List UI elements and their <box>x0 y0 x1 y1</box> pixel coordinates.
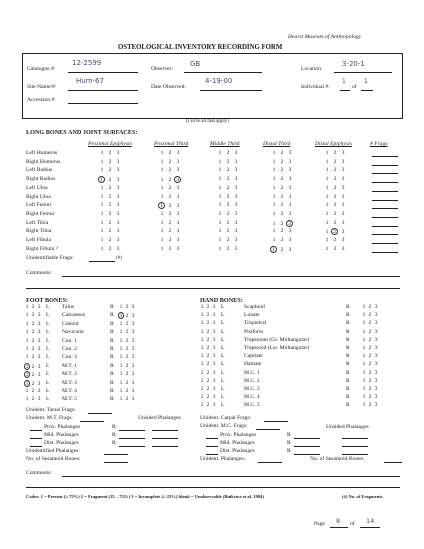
foot-dist-R: R <box>112 440 116 446</box>
hand-left-codes[interactable]: 1 2 3 <box>200 304 216 310</box>
long-bone-frags-field[interactable] <box>372 208 398 209</box>
long-bone-code-cell[interactable]: 1 2 3 <box>158 176 182 183</box>
long-bone-code-cell[interactable]: 1 2 3 <box>100 219 120 226</box>
hand-sesamoid-label: No. of Sesamoid Bones: <box>310 456 365 462</box>
long-bone-code-cell[interactable]: 1 2 3 <box>218 193 238 200</box>
comments2-label: Comments: <box>26 470 52 476</box>
foot-left-codes[interactable]: 1 2 3 <box>25 320 41 327</box>
codes-fragments: (#) No. of Fragments <box>342 494 383 499</box>
long-bone-code-cell[interactable]: 1 2 3 <box>270 220 294 227</box>
long-bone-frags-field[interactable] <box>372 226 398 227</box>
foot-right-codes[interactable]: 1 2 3 <box>119 379 135 386</box>
long-bone-code-cell[interactable]: 1 2 3 <box>325 150 345 156</box>
hand-bone-name: Pisiform <box>244 328 264 335</box>
hand-right-codes[interactable]: 1 2 3 <box>362 386 378 392</box>
long-bone-frags-field[interactable] <box>372 217 398 218</box>
long-bone-code-cell[interactable]: 1 2 3 <box>272 184 292 191</box>
side-left-label: L <box>46 329 50 336</box>
foot-unidentified-label: Unidentified Phalanges: <box>26 448 80 454</box>
long-bone-frags-field[interactable] <box>372 182 398 183</box>
long-bone-frags-field[interactable] <box>372 243 398 244</box>
long-bone-code-cell[interactable]: 1 2 3 <box>325 210 345 217</box>
hand-mid-label: Mid. Phalanges <box>220 440 255 446</box>
long-bone-name: Right Fibula ? <box>26 245 59 252</box>
side-left-label: L <box>46 312 50 319</box>
long-bone-code-cell[interactable]: 1 2 3 <box>218 228 238 235</box>
long-bone-code-cell[interactable]: 1 2 3 <box>100 202 120 209</box>
foot-right-codes[interactable]: 1 2 3 <box>119 304 135 310</box>
long-bone-code-cell[interactable]: 1 2 3 <box>98 176 122 183</box>
long-bone-code-cell[interactable]: 1 2 3 <box>325 202 345 209</box>
long-bone-name: Right Tibia <box>26 228 52 235</box>
foot-right-codes[interactable]: 1 2 3 <box>119 371 135 378</box>
side-right-label: R <box>110 337 114 344</box>
foot-sesamoid-label: No. of Sesamoid Bones: <box>26 456 81 462</box>
long-bones-column-header: # Frags <box>370 141 388 147</box>
hand-left-codes[interactable]: 1 2 3 <box>200 345 216 351</box>
side-right-label: R <box>110 320 114 327</box>
foot-right-codes[interactable]: 1 2 3 <box>119 354 135 361</box>
foot-bone-name: M.T. 1 <box>62 362 77 369</box>
hand-bone-name: Capitate <box>244 353 263 360</box>
long-bone-code-cell[interactable]: 1 2 3 <box>100 228 120 235</box>
side-left-label: L <box>221 320 225 327</box>
hand-bone-name: Hamate <box>244 361 262 368</box>
hand-right-codes[interactable]: 1 2 3 <box>362 320 378 327</box>
long-bone-code-cell[interactable]: 1 2 3 <box>160 193 180 200</box>
long-bone-code-cell[interactable]: 1 2 3 <box>325 193 345 200</box>
hand-dist-label: Dist. Phalanges <box>220 448 255 454</box>
tarsal-label: Unident. Tarsal Frags: <box>26 407 76 413</box>
side-right-label: R <box>110 312 114 319</box>
mt-label: Unident. M.T. Frags: <box>26 415 73 421</box>
hand-right-codes[interactable]: 1 2 3 <box>362 304 378 310</box>
long-bone-code-cell[interactable]: 1 2 3 <box>158 202 182 209</box>
long-bone-code-cell[interactable]: 1 2 3 <box>272 193 292 200</box>
side-right-label: R <box>110 362 114 369</box>
foot-right-codes[interactable]: 1 2 3 <box>119 313 135 320</box>
foot-prox-R: R <box>112 424 116 430</box>
foot-left-codes[interactable]: 1 2 3 <box>25 363 41 370</box>
location-label: Location: <box>301 66 323 72</box>
hand-left-codes[interactable]: 1 2 3 <box>200 386 216 392</box>
side-left-label: L <box>221 336 225 343</box>
hand-right-codes[interactable]: 1 2 3 <box>362 345 378 351</box>
foot-right-codes[interactable]: 1 2 3 <box>119 337 135 344</box>
side-left-label: L <box>46 304 50 310</box>
long-bone-code-cell[interactable]: 1 2 3 <box>272 150 292 156</box>
long-bone-code-cell[interactable]: 1 2 3 <box>218 150 238 156</box>
location-value[interactable]: 3-20-1 <box>342 60 365 68</box>
long-bone-code-cell[interactable]: 1 2 3 <box>160 210 180 217</box>
long-bones-title: LONG BONES AND JOINT SURFACES: <box>26 129 138 136</box>
hand-right-codes[interactable]: 1 2 3 <box>362 369 378 376</box>
long-bone-code-cell[interactable]: 1 2 3 <box>272 167 292 174</box>
side-left-label: L <box>46 346 50 352</box>
side-right-label: R <box>346 394 350 401</box>
long-bone-code-cell[interactable]: 1 2 3 <box>218 210 238 217</box>
foot-left-codes[interactable]: 1 2 3 <box>25 388 41 394</box>
long-bone-code-cell[interactable]: 1 2 3 <box>160 245 180 252</box>
side-left-label: L <box>221 377 225 384</box>
unidentifiable-suffix: (#) <box>116 256 122 261</box>
long-bone-code-cell[interactable]: 1 2 3 <box>325 184 345 191</box>
long-bone-code-cell[interactable]: 1 2 3 <box>325 219 345 226</box>
foot-right-codes[interactable]: 1 2 3 <box>119 362 135 369</box>
hand-left-codes[interactable]: 1 2 3 <box>200 336 216 343</box>
long-bone-code-cell[interactable]: 1 2 3 <box>100 210 120 217</box>
long-bone-frags-field[interactable] <box>372 173 398 174</box>
hand-right-codes[interactable]: 1 2 3 <box>362 402 378 409</box>
long-bones-column-header: Middle Third <box>210 141 240 147</box>
hand-bones-title: HAND BONES: <box>200 297 243 304</box>
foot-unsided-label: Unsided Phalanges <box>138 415 181 421</box>
foot-mid-label: Mid. Phalanges <box>44 432 79 438</box>
side-right-label: R <box>110 379 114 386</box>
hand-bone-name: Scaphoid <box>244 304 265 310</box>
foot-bone-name: Cuboid <box>62 320 79 327</box>
hand-bone-name: Lunate <box>244 312 260 319</box>
side-right-label: R <box>110 396 114 403</box>
long-bones-column-header: Distal Third <box>263 141 291 147</box>
hand-right-codes[interactable]: 1 2 3 <box>362 361 378 368</box>
long-bone-code-cell[interactable]: 1 2 3 <box>325 167 345 174</box>
comments-label: Comments: <box>26 270 52 276</box>
long-bone-code-cell[interactable]: 1 2 3 <box>100 237 120 243</box>
foot-left-codes[interactable]: 1 2 3 <box>25 380 41 387</box>
page-label: Page <box>314 521 325 527</box>
observer-value[interactable]: GB <box>190 60 201 68</box>
hand-unsided-label: Unsided Phalanges <box>326 424 369 430</box>
page-of: of <box>350 521 355 527</box>
foot-left-codes[interactable]: 1 2 3 <box>25 346 41 352</box>
long-bone-code-cell[interactable]: 1 2 3 <box>218 158 238 165</box>
hand-right-codes[interactable]: 1 2 3 <box>362 312 378 319</box>
side-right-label: R <box>346 353 350 360</box>
foot-bone-name: M.T. 5 <box>62 396 77 403</box>
hand-right-codes[interactable]: 1 2 3 <box>362 353 378 360</box>
long-bones-column-header: Proximal Third <box>154 141 189 147</box>
side-right-label: R <box>110 354 114 361</box>
side-left-label: L <box>46 388 50 394</box>
side-right-label: R <box>346 369 350 376</box>
side-right-label: R <box>346 328 350 335</box>
side-left-label: L <box>221 386 225 392</box>
hand-left-codes[interactable]: 1 2 3 <box>200 394 216 401</box>
side-right-label: R <box>346 377 350 384</box>
side-left-label: L <box>221 353 225 360</box>
hand-bone-name: Trapezoid (Lsr. Multangular) <box>244 345 310 351</box>
side-left-label: L <box>221 361 225 368</box>
long-bone-code-cell[interactable]: 1 2 3 <box>218 167 238 174</box>
side-left-label: L <box>221 328 225 335</box>
catalogue-label: Catalogue #: <box>27 66 56 72</box>
individual-label: Individual #: <box>301 84 330 90</box>
foot-left-codes[interactable]: 1 2 3 <box>25 372 41 379</box>
long-bone-code-cell[interactable]: 1 2 3 <box>160 150 180 156</box>
long-bone-name: Left Ulna <box>26 184 48 191</box>
long-bone-frags-field[interactable] <box>372 156 398 157</box>
side-right-label: R <box>110 346 114 352</box>
foot-right-codes[interactable]: 1 2 3 <box>119 329 135 336</box>
long-bone-name: Right Ulna <box>26 193 51 200</box>
long-bone-name: Right Humerus <box>26 158 61 165</box>
foot-left-codes[interactable]: 1 2 3 <box>25 354 41 361</box>
page-total[interactable]: 14 <box>366 517 375 525</box>
hand-right-codes[interactable]: 1 2 3 <box>362 336 378 343</box>
long-bone-name: Left Radius <box>26 167 53 174</box>
long-bone-code-cell[interactable]: 1 2 3 <box>325 158 345 165</box>
side-right-label: R <box>110 388 114 394</box>
site-label: Site Name/#: <box>27 84 57 90</box>
long-bone-code-cell[interactable]: 1 2 3 <box>218 176 238 183</box>
long-bones-column-header: Distal Epiphysis <box>315 141 352 147</box>
long-bone-name: Right Radius <box>26 176 56 183</box>
hand-bone-name: M.C. 2 <box>244 377 260 384</box>
foot-left-codes[interactable]: 1 2 3 <box>25 304 41 310</box>
side-right-label: R <box>346 345 350 351</box>
foot-left-codes[interactable]: 1 2 3 <box>25 312 41 319</box>
long-bone-frags-field[interactable] <box>372 234 398 235</box>
long-bone-code-cell[interactable]: 1 2 3 <box>100 245 120 252</box>
long-bone-code-cell[interactable]: 1 2 3 <box>160 167 180 174</box>
foot-bone-name: Cun. 2 <box>62 346 77 352</box>
hand-bone-name: M.C. 5 <box>244 402 260 409</box>
mc-label: Unident. M.C. Frags: <box>200 423 248 429</box>
foot-right-codes[interactable]: 1 2 3 <box>119 346 135 352</box>
side-right-label: R <box>346 336 350 343</box>
long-bone-code-cell[interactable]: 1 2 3 <box>325 229 345 236</box>
long-bone-code-cell[interactable]: 1 2 3 <box>218 245 238 252</box>
side-left-label: L <box>221 345 225 351</box>
side-left-label: L <box>46 396 50 403</box>
foot-mid-R: R <box>112 432 116 438</box>
side-left-label: L <box>221 402 225 409</box>
date-label: Date Observed: <box>151 84 186 90</box>
long-bone-code-cell[interactable]: 1 2 3 <box>100 167 120 174</box>
long-bone-frags-field[interactable] <box>372 165 398 166</box>
side-left-label: L <box>221 369 225 376</box>
long-bone-code-cell[interactable]: 1 2 3 <box>160 219 180 226</box>
hand-right-codes[interactable]: 1 2 3 <box>362 328 378 335</box>
side-right-label: R <box>110 329 114 336</box>
long-bone-code-cell[interactable]: 1 2 3 <box>100 193 120 200</box>
hand-bone-name: M.C. 3 <box>244 386 260 392</box>
foot-left-codes[interactable]: 1 2 3 <box>25 396 41 403</box>
hand-prox-R: R <box>287 432 291 438</box>
hand-left-codes[interactable]: 1 2 3 <box>200 369 216 376</box>
hand-left-codes[interactable]: 1 2 3 <box>200 312 216 319</box>
long-bone-name: Left Humerus <box>26 150 58 156</box>
hand-bone-name: Trapezium (Gr. Multangular) <box>244 336 310 343</box>
form-title: OSTEOLOGICAL INVENTORY RECORDING FORM <box>118 44 283 51</box>
long-bone-frags-field[interactable] <box>372 252 398 253</box>
long-bone-code-cell[interactable]: 1 2 3 <box>218 237 238 243</box>
hand-left-codes[interactable]: 1 2 3 <box>200 320 216 327</box>
long-bone-name: Left Tibia <box>26 219 49 226</box>
foot-left-codes[interactable]: 1 2 3 <box>25 337 41 344</box>
foot-bone-name: M.T. 3 <box>62 379 77 386</box>
long-bone-code-cell[interactable]: 1 2 3 <box>272 158 292 165</box>
long-bone-name: Left Fibula <box>26 237 52 243</box>
side-left-label: L <box>221 312 225 319</box>
foot-dist-label: Dist. Phalanges <box>44 440 79 446</box>
hand-left-codes[interactable]: 1 2 3 <box>200 353 216 360</box>
long-bone-code-cell[interactable]: 1 2 3 <box>218 202 238 209</box>
foot-left-codes[interactable]: 1 2 3 <box>25 329 41 336</box>
side-left-label: L <box>46 379 50 386</box>
side-right-label: R <box>110 304 114 310</box>
hand-dist-R: R <box>287 448 291 454</box>
foot-bone-name: Cun. 1 <box>62 337 77 344</box>
foot-right-codes[interactable]: 1 2 3 <box>119 396 135 403</box>
side-right-label: R <box>346 361 350 368</box>
individual-value[interactable]: 1 <box>342 78 346 85</box>
hand-right-codes[interactable]: 1 2 3 <box>362 377 378 384</box>
side-right-label: R <box>346 386 350 392</box>
side-left-label: L <box>221 394 225 401</box>
long-bone-code-cell[interactable]: 1 2 3 <box>325 176 345 183</box>
long-bone-frags-field[interactable] <box>372 200 398 201</box>
long-bone-code-cell[interactable]: 1 2 3 <box>325 245 345 252</box>
long-bone-code-cell[interactable]: 1 2 3 <box>100 158 120 165</box>
long-bone-code-cell[interactable]: 1 2 3 <box>100 150 120 156</box>
hand-left-codes[interactable]: 1 2 3 <box>200 377 216 384</box>
hand-bone-name: Triquetral <box>244 320 267 327</box>
long-bones-column-header: Proximal Epiphysis <box>88 141 132 147</box>
accession-label: Accession #: <box>27 97 56 103</box>
side-left-label: L <box>46 362 50 369</box>
hand-left-codes[interactable]: 1 2 3 <box>200 361 216 368</box>
long-bone-code-cell[interactable]: 1 2 3 <box>272 176 292 183</box>
foot-bone-name: Calcaneus <box>62 312 85 319</box>
long-bone-code-cell[interactable]: 1 2 3 <box>160 237 180 243</box>
codes-legend: Codes: 1 = Present (≥ 75%) 2 = Fragment (25 – 75%) 3 = Incomplete (≤ 25%) blank = Unobservable (Buikstra et al. 1994) <box>26 494 264 499</box>
museum-name: Hearst Museum of Anthropology <box>288 34 362 40</box>
side-left-label: L <box>46 320 50 327</box>
individual-of: of <box>352 84 357 90</box>
foot-right-codes[interactable]: 1 2 3 <box>119 320 135 327</box>
long-bone-code-cell[interactable]: 1 2 3 <box>272 202 292 209</box>
individual-total[interactable]: 1 <box>364 78 368 85</box>
foot-bone-name: Talus <box>62 304 75 310</box>
circle-note: (Circle all that apply) <box>186 119 229 124</box>
foot-prox-label: Prox. Phalanges <box>44 424 81 430</box>
foot-right-codes[interactable]: 1 2 3 <box>119 388 135 394</box>
hand-prox-label: Prox. Phalanges <box>220 432 257 438</box>
foot-bone-name: M.T. 4 <box>62 388 77 394</box>
long-bone-name: Left Femur <box>26 202 52 209</box>
foot-bone-name: Navicular <box>62 329 85 336</box>
long-bone-frags-field[interactable] <box>372 191 398 192</box>
long-bone-code-cell[interactable]: 1 2 3 <box>272 210 292 217</box>
hand-left-codes[interactable]: 1 2 3 <box>200 402 216 409</box>
observer-label: Observer: <box>151 66 174 72</box>
long-bone-code-cell[interactable]: 1 2 3 <box>270 246 294 253</box>
side-right-label: R <box>346 402 350 409</box>
hand-unident-label: Unident. Phalanges: <box>200 456 246 462</box>
catalogue-value[interactable]: 12-2599 <box>72 59 102 67</box>
hand-bone-name: M.C. 4 <box>244 394 260 401</box>
long-bone-code-cell[interactable]: 1 2 3 <box>325 237 345 243</box>
side-right-label: R <box>110 371 114 378</box>
unidentifiable-label: Unidentifiable Frags: <box>26 255 74 261</box>
page-number[interactable]: 8 <box>336 517 341 525</box>
long-bone-code-cell[interactable]: 1 2 3 <box>100 184 120 191</box>
hand-mid-R: R <box>287 440 291 446</box>
side-left-label: L <box>221 304 225 310</box>
hand-right-codes[interactable]: 1 2 3 <box>362 394 378 401</box>
long-bone-code-cell[interactable]: 1 2 3 <box>218 219 238 226</box>
side-left-label: L <box>46 337 50 344</box>
site-value[interactable]: Hum-67 <box>76 77 104 85</box>
long-bone-code-cell[interactable]: 1 2 3 <box>160 228 180 235</box>
side-left-label: L <box>46 354 50 361</box>
side-right-label: R <box>346 320 350 327</box>
foot-bone-name: M.T. 2 <box>62 371 77 378</box>
foot-bones-title: FOOT BONES: <box>26 297 69 304</box>
long-bone-name: Right Femur <box>26 210 55 217</box>
side-right-label: R <box>346 312 350 319</box>
hand-left-codes[interactable]: 1 2 3 <box>200 328 216 335</box>
foot-bone-name: Cun. 3 <box>62 354 77 361</box>
long-bone-code-cell[interactable]: 1 2 3 <box>272 237 292 243</box>
carpal-label: Unident. Carpal Frags: <box>200 415 252 421</box>
long-bone-code-cell[interactable]: 1 2 3 <box>272 228 292 235</box>
long-bone-code-cell[interactable]: 1 2 3 <box>160 158 180 165</box>
long-bone-code-cell[interactable]: 1 2 3 <box>160 184 180 191</box>
long-bone-code-cell[interactable]: 1 2 3 <box>218 184 238 191</box>
date-value[interactable]: 4-19-00 <box>205 77 233 85</box>
side-left-label: L <box>46 371 50 378</box>
hand-bone-name: M.C. 1 <box>244 369 260 376</box>
side-right-label: R <box>346 304 350 310</box>
